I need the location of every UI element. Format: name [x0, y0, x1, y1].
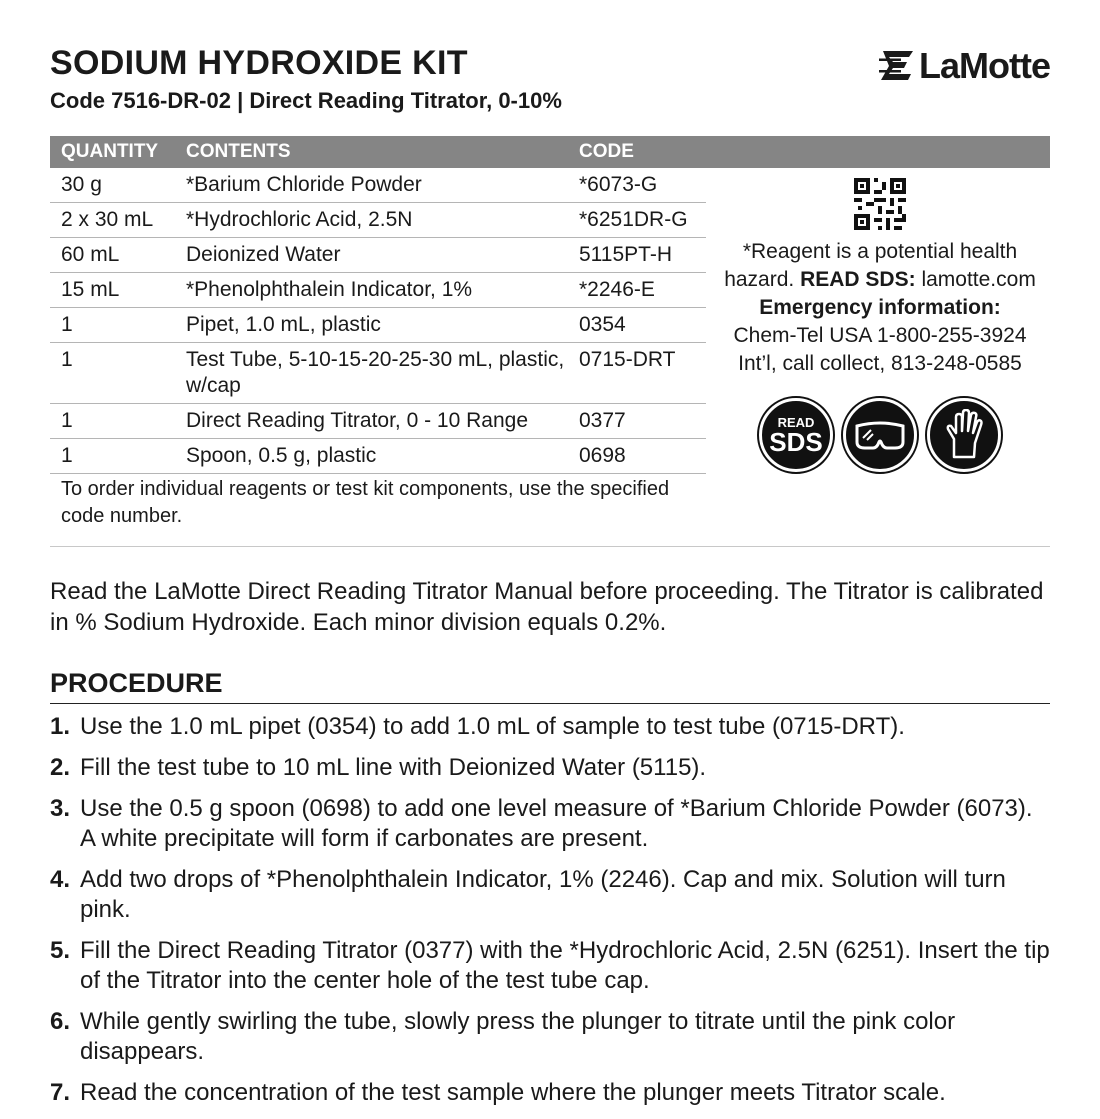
glove-glyph — [942, 409, 986, 461]
read-sds-label: READ SDS: — [800, 268, 916, 291]
hazard-text — [710, 238, 1050, 378]
step-text: Fill the Direct Reading Titrator (0377) with the *Hydrochloric Acid, 2.5N (6251). Insert the tip of the Titrator into the center hole of the test tube cap. — [80, 937, 1050, 994]
kit-instruction-page — [50, 0, 1050, 1106]
table-row — [50, 308, 706, 343]
kit-contents-section — [50, 136, 1050, 547]
step-text: While gently swirling the tube, slowly press the plunger to titrate until the pink color disappears. — [80, 1008, 956, 1065]
quantity-cell: 15 mL — [50, 273, 186, 308]
code-cell: *6251DR-G — [579, 203, 706, 238]
contents-cell: Direct Reading Titrator, 0 - 10 Range — [186, 404, 579, 439]
column-header-contents: CONTENTS — [186, 141, 291, 162]
code-cell: 5115PT-H — [579, 238, 706, 273]
procedure-step — [50, 936, 1050, 996]
read-sds-icon-top-text: READ — [777, 414, 815, 430]
contents-cell: Pipet, 1.0 mL, plastic — [186, 308, 579, 343]
contents-table-header — [50, 136, 1050, 168]
step-text: Read the concentration of the test sample where the plunger meets Titrator scale. — [80, 1079, 946, 1106]
quantity-cell: 1 — [50, 308, 186, 343]
intl-phone: Int’l, call collect, 813-248-0585 — [738, 352, 1022, 375]
contents-table — [50, 168, 706, 474]
quantity-cell: 1 — [50, 343, 186, 404]
procedure-step — [50, 1078, 1050, 1108]
intro-paragraph: Read the LaMotte Direct Reading Titrator Manual before proceeding. The Titrator is calibrated in % Sodium Hydroxide. Each minor division equals 0.2%. — [50, 578, 1044, 636]
goggles-glyph — [853, 418, 907, 452]
logo-text: LaMotte — [919, 45, 1050, 86]
contents-cell: *Phenolphthalein Indicator, 1% — [186, 273, 579, 308]
contents-cell: *Hydrochloric Acid, 2.5N — [186, 203, 579, 238]
step-text: Add two drops of *Phenolphthalein Indicator, 1% (2246). Cap and mix. Solution will turn pink. — [80, 866, 1006, 923]
step-text: Use the 0.5 g spoon (0698) to add one level measure of *Barium Chloride Powder (6073). A white precipitate will form if carbonates are present. — [80, 795, 1033, 852]
step-number: 6. — [50, 1008, 71, 1035]
table-row — [50, 343, 706, 404]
contents-cell: *Barium Chloride Powder — [186, 168, 579, 203]
order-note: To order individual reagents or test kit components, use the specified code number. — [61, 478, 670, 527]
step-number: 2. — [50, 754, 71, 781]
column-header-quantity: QUANTITY — [61, 141, 159, 162]
quantity-cell: 60 mL — [50, 238, 186, 273]
code-cell: 0715-DRT — [579, 343, 706, 404]
procedure-step — [50, 712, 1050, 742]
quantity-cell: 1 — [50, 439, 186, 474]
kit-code-subtitle: Code 7516-DR-02 | Direct Reading Titrator, 0-10% — [50, 88, 562, 113]
step-text: Use the 1.0 mL pipet (0354) to add 1.0 mL of sample to test tube (0715-DRT). — [80, 713, 905, 740]
step-number: 7. — [50, 1079, 71, 1106]
lamotte-mark-icon — [879, 49, 917, 83]
procedure-steps — [50, 712, 1050, 1119]
contents-cell: Test Tube, 5-10-15-20-25-30 mL, plastic, w/cap — [186, 343, 579, 404]
quantity-cell: 2 x 30 mL — [50, 203, 186, 238]
code-cell: 0354 — [579, 308, 706, 343]
table-row — [50, 404, 706, 439]
step-number: 1. — [50, 713, 71, 740]
read-sds-icon-bottom-text: SDS — [769, 426, 823, 457]
table-row — [50, 203, 706, 238]
quantity-cell: 30 g — [50, 168, 186, 203]
code-cell: *6073-G — [579, 168, 706, 203]
code-cell: 0377 — [579, 404, 706, 439]
contents-cell: Spoon, 0.5 g, plastic — [186, 439, 579, 474]
procedure-step — [50, 753, 1050, 783]
glove-icon — [927, 398, 1001, 472]
contents-cell: Deionized Water — [186, 238, 579, 273]
safety-panel — [710, 178, 1050, 472]
step-number: 4. — [50, 866, 71, 893]
procedure-step — [50, 1007, 1050, 1067]
table-row — [50, 273, 706, 308]
code-cell: *2246-E — [579, 273, 706, 308]
table-row — [50, 238, 706, 273]
chemtel-phone: Chem-Tel USA 1-800-255-3924 — [733, 324, 1027, 347]
step-number: 3. — [50, 795, 71, 822]
table-row — [50, 439, 706, 474]
lamotte-logo — [879, 44, 1050, 88]
step-number: 5. — [50, 937, 71, 964]
step-text: Fill the test tube to 10 mL line with Deionized Water (5115). — [80, 754, 707, 781]
procedure-step — [50, 794, 1050, 854]
procedure-heading: PROCEDURE — [50, 668, 1050, 704]
safety-icons — [710, 398, 1050, 472]
read-sds-icon — [759, 398, 833, 472]
website-text: lamotte.com — [921, 268, 1036, 291]
emergency-label: Emergency information: — [759, 296, 1001, 319]
procedure-step — [50, 865, 1050, 925]
column-header-code: CODE — [579, 141, 634, 162]
goggles-icon — [843, 398, 917, 472]
table-row — [50, 168, 706, 203]
code-cell: 0698 — [579, 439, 706, 474]
qr-code-icon — [854, 178, 906, 230]
reagent-hazard-note: *Reagent is a potential health hazard. — [724, 240, 1018, 291]
page-title: SODIUM HYDROXIDE KIT — [50, 44, 468, 82]
quantity-cell: 1 — [50, 404, 186, 439]
